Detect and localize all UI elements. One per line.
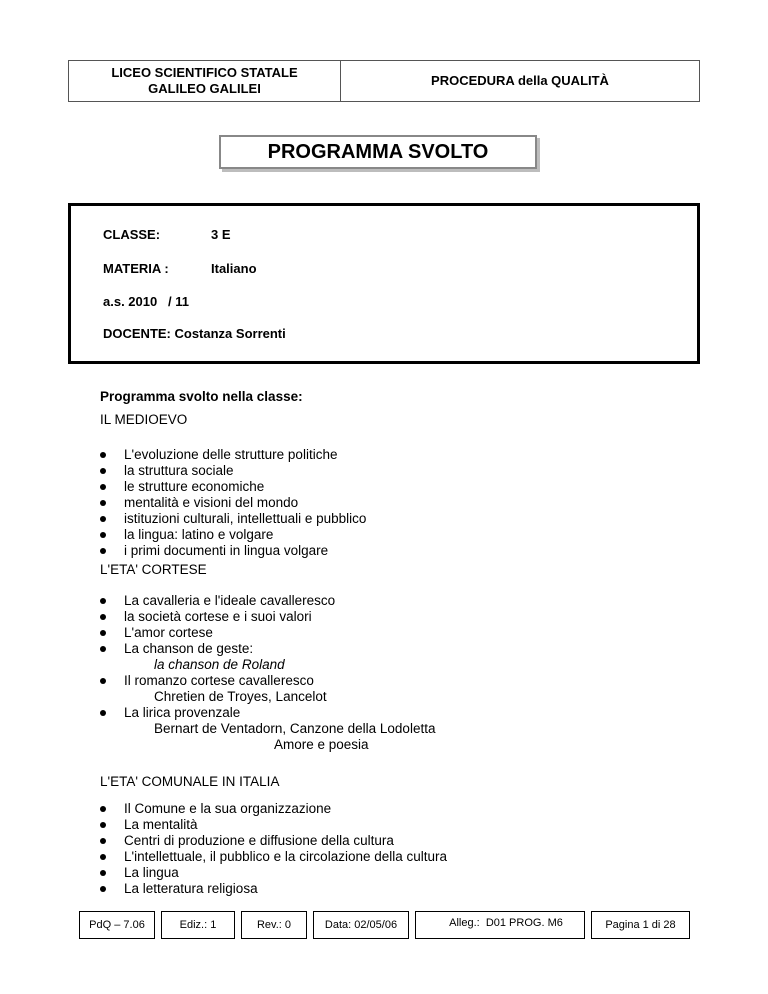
school-year: a.s. 2010 / 11 <box>103 294 190 309</box>
list-subitem: la chanson de Roland <box>154 657 285 672</box>
list-item: i primi documenti in lingua volgare <box>92 543 366 559</box>
section-list <box>92 593 435 753</box>
teacher: DOCENTE: Costanza Sorrenti <box>103 326 286 341</box>
list-item: La lirica provenzale <box>92 705 435 721</box>
list-item: le strutture economiche <box>92 479 366 495</box>
list-item: mentalità e visioni del mondo <box>92 495 366 511</box>
list-subitem: Chretien de Troyes, Lancelot <box>154 689 327 704</box>
list-subitem: Amore e poesia <box>274 737 369 752</box>
list-item: La lingua <box>92 865 447 881</box>
list-item: La cavalleria e l'ideale cavalleresco <box>92 593 435 609</box>
footer-pdq-text: PdQ – 7.06 <box>89 919 145 931</box>
list-item: L'amor cortese <box>92 625 435 641</box>
list-item: la lingua: latino e volgare <box>92 527 366 543</box>
school-name <box>69 61 341 101</box>
list-item: istituzioni culturali, intellettuali e pubblico <box>92 511 366 527</box>
section-list <box>92 447 366 559</box>
section-list <box>92 801 447 897</box>
list-item: La chanson de geste: <box>92 641 435 657</box>
section-heading: IL MEDIOEVO <box>100 412 188 427</box>
document-header <box>68 60 700 102</box>
list-item: la struttura sociale <box>92 463 366 479</box>
list-item: La mentalità <box>92 817 447 833</box>
classe-label: CLASSE: <box>103 227 161 242</box>
footer-data <box>313 911 409 939</box>
materia-value: Italiano <box>211 261 257 276</box>
program-intro: Programma svolto nella classe: <box>100 389 303 404</box>
footer-data-text: Data: 02/05/06 <box>324 919 398 931</box>
list-item: Il Comune e la sua organizzazione <box>92 801 447 817</box>
footer-rev <box>241 911 307 939</box>
list-item: Centri di produzione e diffusione della cultura <box>92 833 447 849</box>
list-subitem: Bernart de Ventadorn, Canzone della Lodoletta <box>154 721 436 736</box>
school-line-2: GALILEO GALILEI <box>148 81 261 96</box>
classe-value: 3 E <box>211 227 231 242</box>
list-item: L'evoluzione delle strutture politiche <box>92 447 366 463</box>
class-info-box <box>68 203 700 364</box>
footer-pagina <box>591 911 690 939</box>
footer-rev-text: Rev.: 0 <box>256 919 292 931</box>
list-item: Il romanzo cortese cavalleresco <box>92 673 435 689</box>
footer-pagina-text: Pagina 1 di 28 <box>605 919 676 931</box>
school-line-1: LICEO SCIENTIFICO STATALE <box>111 65 298 80</box>
footer-ediz-text: Ediz.: 1 <box>179 919 217 931</box>
list-item: la società cortese e i suoi valori <box>92 609 435 625</box>
page-title: PROGRAMMA SVOLTO <box>219 135 537 169</box>
section-heading: L'ETA' COMUNALE IN ITALIA <box>100 774 280 789</box>
footer-pdq <box>79 911 155 939</box>
footer-alleg-text: Alleg.: D01 PROG. M6 <box>449 917 563 929</box>
section-heading: L'ETA' CORTESE <box>100 562 207 577</box>
list-item: L'intellettuale, il pubblico e la circolazione della cultura <box>92 849 447 865</box>
procedure-label: PROCEDURA della QUALITÀ <box>431 73 609 88</box>
list-item: La letteratura religiosa <box>92 881 447 897</box>
materia-label: MATERIA : <box>103 261 169 276</box>
footer-alleg <box>415 911 585 939</box>
footer-ediz <box>161 911 235 939</box>
